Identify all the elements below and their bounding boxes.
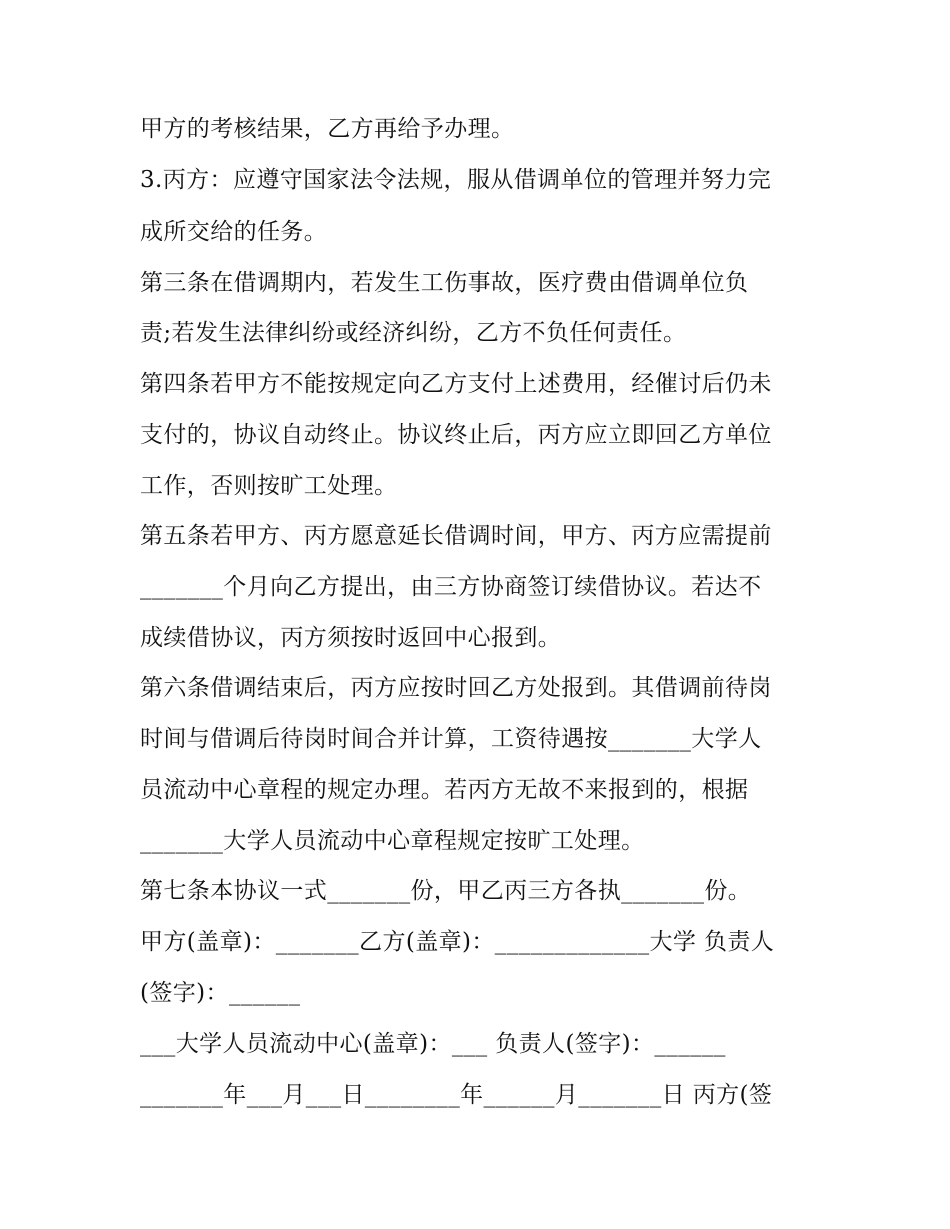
text-line: 甲方的考核结果，乙方再给予办理。: [140, 116, 515, 142]
text-line: 工作，否则按旷工处理。: [140, 473, 398, 499]
text-line: 责;若发生法律纠纷或经济纠纷，乙方不负任何责任。: [140, 320, 687, 346]
text-line: 第四条若甲方不能按规定向乙方支付上述费用，经催讨后仍未: [140, 371, 772, 397]
text-line: 3.丙方：应遵守国家法令法规，服从借调单位的管理并努力完: [140, 167, 772, 193]
text-line: 支付的，协议自动终止。协议终止后，丙方应立即回乙方单位: [140, 422, 772, 448]
text-line: _______个月向乙方提出，由三方协商签订续借协议。若达不: [140, 574, 762, 600]
text-line: _______大学人员流动中心章程规定按旷工处理。: [140, 828, 645, 854]
text-line: 时间与借调后待岗时间合并计算，工资待遇按_______大学人: [140, 726, 762, 752]
text-line: 第六条借调结束后，丙方应按时回乙方处报到。其借调前待岗: [140, 675, 772, 701]
text-line: 员流动中心章程的规定办理。若丙方无故不来报到的，根据: [140, 777, 749, 803]
text-line: 第三条在借调期内，若发生工伤事故，医疗费由借调单位负: [140, 270, 749, 296]
text-line: _______年___月___日________年______月_______日 丙方(签: [140, 1082, 773, 1108]
text-line: ___大学人员流动中心(盖章)：___ 负责人(签字)：______: [140, 1031, 726, 1057]
text-line: (签字)：______: [140, 980, 301, 1006]
text-line: 成续借协议，丙方须按时返回中心报到。: [140, 625, 562, 651]
text-line: 成所交给的任务。: [140, 219, 328, 245]
text-line: 第五条若甲方、丙方愿意延长借调时间，甲方、丙方应需提前: [140, 523, 772, 549]
text-line: 甲方(盖章)：_______乙方(盖章)：_____________大学 负责人: [140, 929, 775, 955]
text-line: 第七条本协议一式_______份，甲乙丙三方各执_______份。: [140, 878, 752, 904]
